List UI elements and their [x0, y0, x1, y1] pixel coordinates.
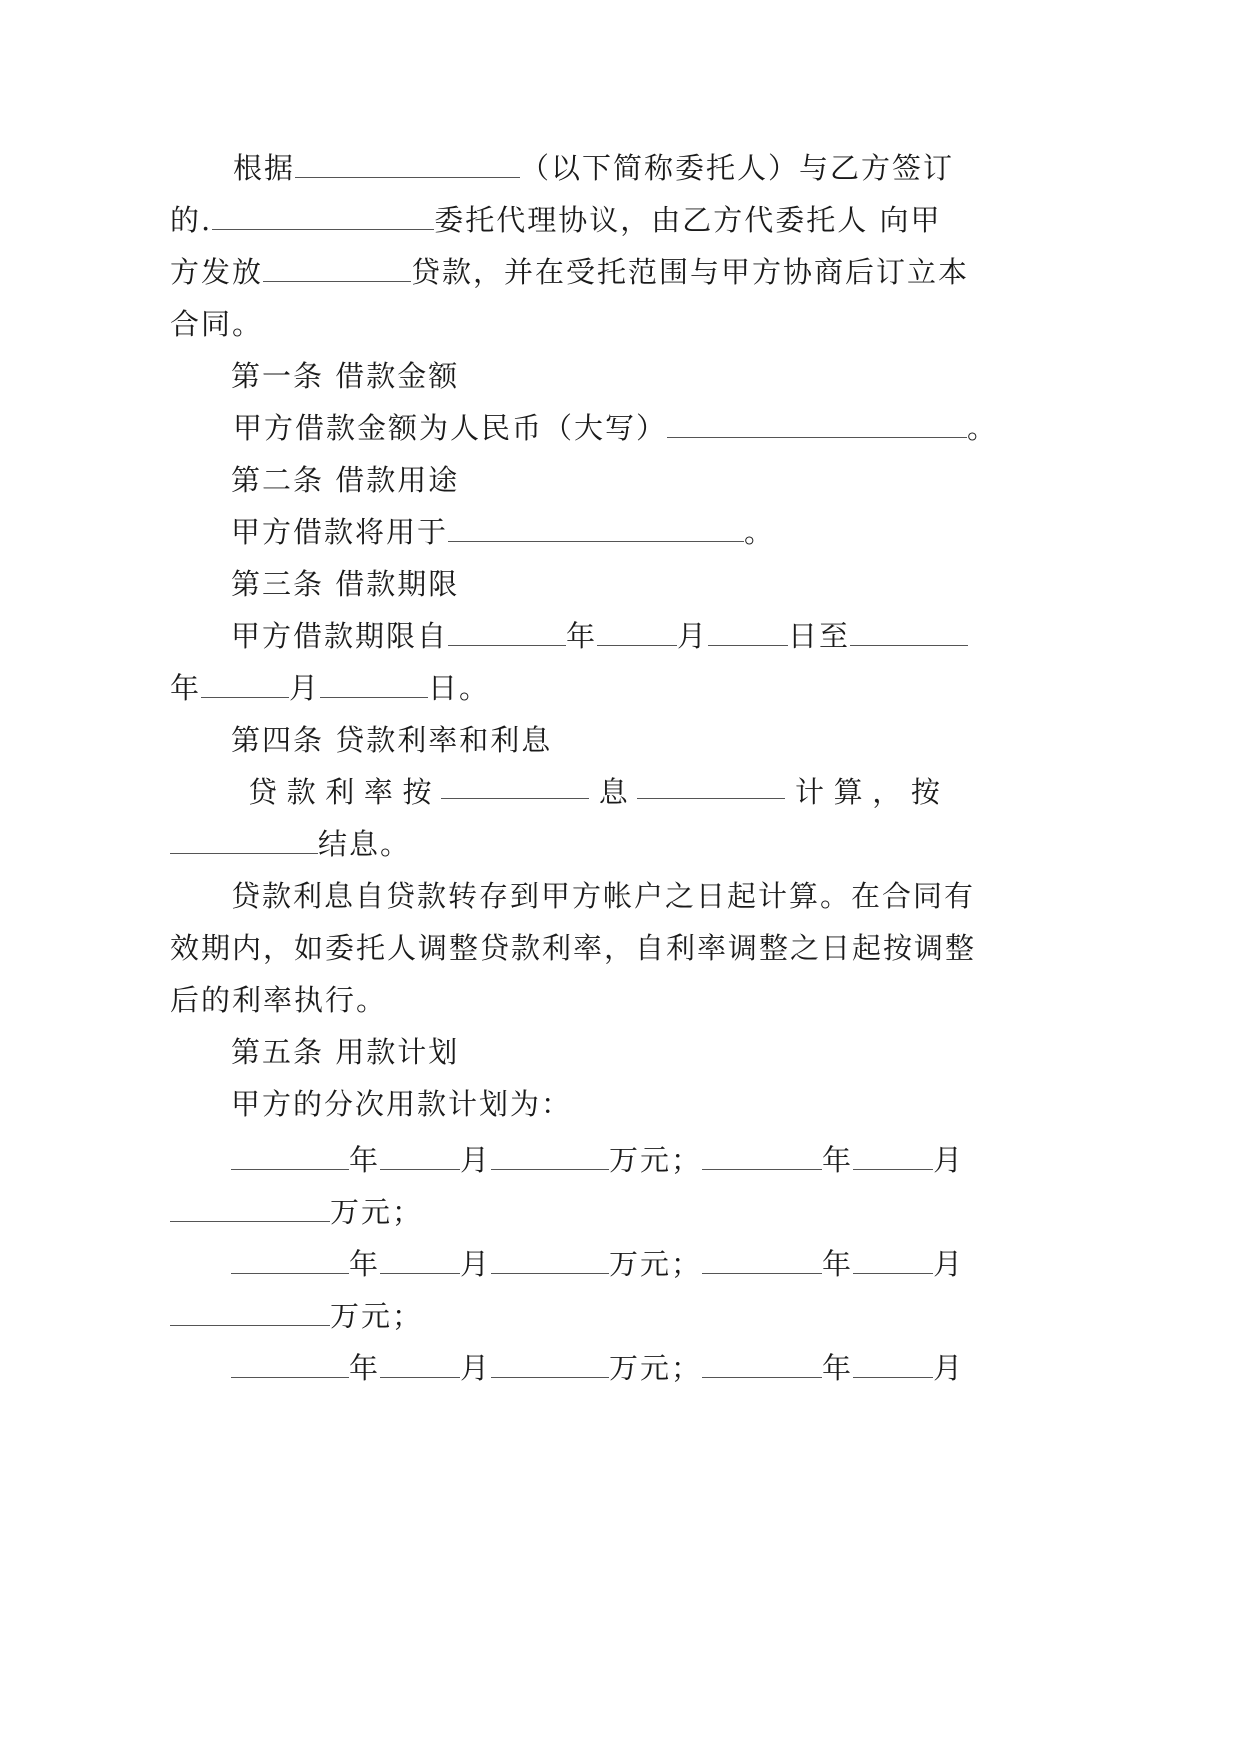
body-text: 万元； — [609, 1247, 703, 1281]
blank-end-day — [320, 671, 428, 698]
blank-end-year — [850, 619, 968, 646]
blank-month — [853, 1247, 933, 1274]
blank-principal — [295, 151, 520, 178]
blank-start-year — [448, 619, 566, 646]
article-2-text — [231, 512, 775, 552]
blank-year — [702, 1143, 822, 1170]
preamble-text: 合同。 — [170, 307, 264, 341]
body-text: 月 — [933, 1247, 965, 1281]
blank-loan-type — [263, 255, 411, 282]
heading-text: 第一条 借款金额 — [231, 359, 460, 393]
article-4-heading — [231, 720, 552, 760]
blank-year — [702, 1247, 822, 1274]
preamble-line-2 — [170, 200, 941, 240]
blank-amount — [170, 1195, 330, 1222]
body-text: 万元； — [330, 1195, 424, 1229]
body-text: 月 — [933, 1351, 965, 1385]
blank-agreement — [212, 203, 434, 230]
blank-settlement — [170, 827, 318, 854]
body-text: 月 — [460, 1143, 492, 1177]
article-3-heading — [231, 564, 459, 604]
blank-start-month — [597, 619, 677, 646]
article-2-heading — [231, 460, 459, 500]
body-text: 月 — [289, 671, 321, 705]
body-text: 率 — [363, 775, 393, 809]
heading-text: 第三条 借款期限 — [231, 567, 460, 601]
preamble-text: 贷款，并在受托范围与甲方协商后订立本 — [411, 255, 970, 289]
article-4-text-2 — [170, 824, 411, 864]
body-text: 算 — [833, 775, 863, 809]
body-text: 年 — [822, 1143, 854, 1177]
blank-rate — [441, 772, 589, 799]
body-text: 利 — [325, 775, 355, 809]
body-text: 。 — [967, 411, 999, 445]
body-text: 年 — [566, 619, 598, 653]
preamble-line-3 — [170, 252, 969, 292]
body-text: 年 — [349, 1351, 381, 1385]
blank-year — [231, 1351, 349, 1378]
body-text: 年 — [349, 1143, 381, 1177]
body-text: 年 — [170, 671, 202, 705]
body-text: 月 — [460, 1247, 492, 1281]
schedule-row-1 — [231, 1140, 964, 1180]
body-text: 万元； — [609, 1351, 703, 1385]
blank-amount — [491, 1351, 609, 1378]
blank-month — [853, 1351, 933, 1378]
body-text: 万元； — [330, 1299, 424, 1333]
blank-amount — [667, 411, 967, 438]
body-text: ， — [872, 775, 902, 809]
body-text: 按 — [910, 775, 940, 809]
blank-amount — [170, 1299, 330, 1326]
schedule-row-1-cont — [170, 1192, 423, 1232]
body-text: 万元； — [609, 1143, 703, 1177]
body-text: 结息。 — [318, 827, 412, 861]
blank-month — [380, 1247, 460, 1274]
blank-year — [702, 1351, 822, 1378]
blank-amount — [491, 1247, 609, 1274]
body-text: 。 — [744, 515, 776, 549]
schedule-row-2-cont — [170, 1296, 423, 1336]
schedule-row-3 — [231, 1348, 964, 1388]
preamble-text: 根据 — [233, 151, 296, 185]
blank-amount — [491, 1143, 609, 1170]
body-text: 日至 — [788, 619, 851, 653]
article-3-text-2 — [170, 668, 490, 708]
body-text: 贷款利息自贷款转存到甲方帐户之日起计算。在合同有 — [231, 879, 976, 913]
body-text: 月 — [933, 1143, 965, 1177]
body-text: 甲方借款金额为人民币（大写） — [233, 411, 668, 445]
blank-interest — [637, 772, 785, 799]
article-5-intro — [231, 1084, 572, 1124]
blank-start-day — [708, 619, 788, 646]
article-3-text-1 — [231, 616, 968, 656]
blank-year — [231, 1143, 349, 1170]
preamble-text: 方发放 — [170, 255, 264, 289]
blank-end-month — [201, 671, 289, 698]
article-1-heading — [231, 356, 459, 396]
article-5-heading — [231, 1032, 459, 1072]
blank-month — [380, 1351, 460, 1378]
blank-purpose — [448, 515, 744, 542]
blank-month — [380, 1143, 460, 1170]
body-text: 后的利率执行。 — [170, 983, 388, 1017]
body-text: 甲方的分次用款计划为： — [231, 1087, 573, 1121]
article-1-text — [233, 408, 998, 448]
article-4-para-2-line-2 — [170, 928, 976, 968]
preamble-line-1 — [233, 148, 954, 188]
heading-text: 第二条 借款用途 — [231, 463, 460, 497]
body-text: 款 — [286, 775, 316, 809]
body-text: 月 — [460, 1351, 492, 1385]
body-text: 甲方借款期限自 — [231, 619, 449, 653]
body-text: 贷 — [248, 775, 278, 809]
article-4-para-2-line-3 — [170, 980, 387, 1020]
schedule-row-2 — [231, 1244, 964, 1284]
blank-year — [231, 1247, 349, 1274]
preamble-text: 的. — [170, 203, 213, 237]
body-text: 甲方借款将用于 — [231, 515, 449, 549]
article-4-para-2-line-1 — [231, 876, 975, 916]
body-text: 日。 — [428, 671, 491, 705]
heading-text: 第四条 贷款利率和利息 — [231, 723, 553, 757]
article-4-text-1 — [248, 772, 940, 812]
body-text: 息 — [598, 775, 628, 809]
body-text: 效期内，如委托人调整贷款利率，自利率调整之日起按调整 — [170, 931, 977, 965]
preamble-text: 委托代理协议，由乙方代委托人 向甲 — [434, 203, 942, 237]
body-text: 月 — [677, 619, 709, 653]
blank-month — [853, 1143, 933, 1170]
heading-text: 第五条 用款计划 — [231, 1035, 460, 1069]
body-text: 按 — [402, 775, 432, 809]
body-text: 年 — [822, 1351, 854, 1385]
body-text: 年 — [349, 1247, 381, 1281]
preamble-text: （以下简称委托人）与乙方签订 — [520, 151, 955, 185]
body-text: 年 — [822, 1247, 854, 1281]
body-text: 计 — [794, 775, 824, 809]
preamble-line-4 — [170, 304, 263, 344]
